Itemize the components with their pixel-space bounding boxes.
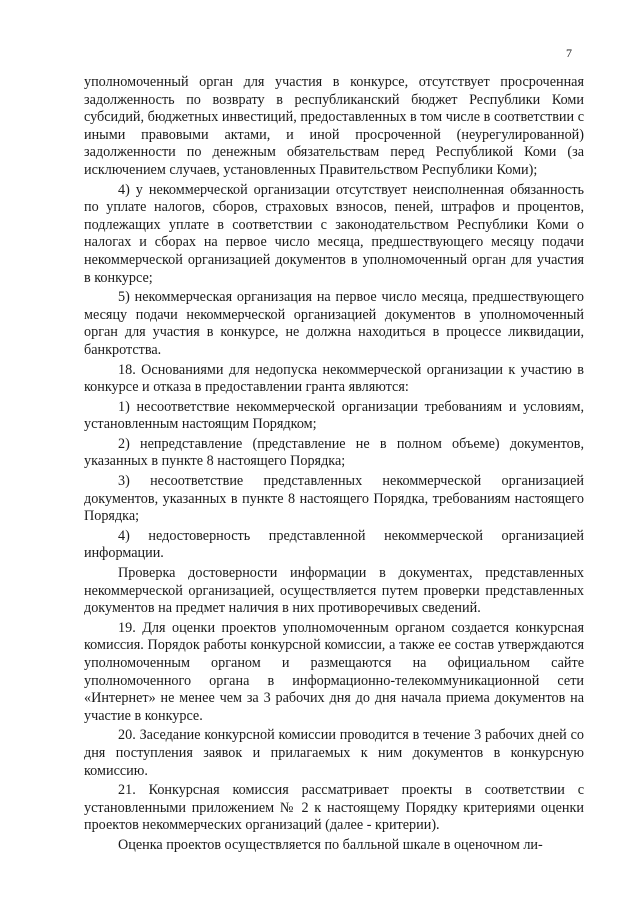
page-body <box>84 74 584 857</box>
paragraph-section-21: 21. Конкурсная комиссия рассматривает проекты в соответствии с установленными приложением № 2 к настоящему Порядку критериями оценки проектов некоммерческих организаций (далее - критерии). <box>84 782 584 834</box>
paragraph-18-item-4: 4) недостоверность представленной некоммерческой организацией информации. <box>84 527 584 562</box>
page-number: 7 <box>566 46 572 60</box>
paragraph-item-4: 4) у некоммерческой организации отсутствует неисполненная обязанность по уплате налогов, сборов, страховых взносов, пеней, штрафов и процентов, подлежащих уплате в соответствии с законодательством Республики Коми о налогах и сборах на первое число месяца, предшествующего месяцу подачи некоммерческой организацией документов в уполномоченный орган для участия в конкурсе; <box>84 181 584 286</box>
paragraph-verification: Проверка достоверности информации в документах, представленных некоммерческой организацией, осуществляется путем проверки представленных документов на предмет наличия в них противоречивых сведений. <box>84 565 584 617</box>
paragraph-18-item-2: 2) непредставление (представление не в полном объеме) документов, указанных в пункте 8 настоящего Порядка; <box>84 435 584 470</box>
paragraph-18-item-3: 3) несоответствие представленных некоммерческой организацией документов, указанных в пункте 8 настоящего Порядка, требованиям настоящего Порядка; <box>84 473 584 525</box>
paragraph-section-18: 18. Основаниями для недопуска некоммерческой организации к участию в конкурсе и отказа в предоставлении гранта являются: <box>84 361 584 396</box>
paragraph-18-item-1: 1) несоответствие некоммерческой организации требованиям и условиям, установленным настоящим Порядком; <box>84 398 584 433</box>
paragraph-section-20: 20. Заседание конкурсной комиссии проводится в течение 3 рабочих дней со дня поступления заявок и прилагаемых к ним документов в конкурсную комиссию. <box>84 727 584 779</box>
paragraph-section-19: 19. Для оценки проектов уполномоченным органом создается конкурсная комиссия. Порядок работы конкурсной комиссии, а также ее состав утверждаются уполномоченным органом и размещаются на официальном сайте уполномоченного органа в информационно-телекоммуникационной сети «Интернет» не менее чем за 3 рабочих дня до дня начала приема документов на участие в конкурсе. <box>84 619 584 724</box>
paragraph-evaluation: Оценка проектов осуществляется по балльной шкале в оценочном ли- <box>118 836 543 853</box>
paragraph-item-5: 5) некоммерческая организация на первое число месяца, предшествующего месяцу подачи некоммерческой организацией документов в уполномоченный орган для участия в конкурсе, не должна находиться в процессе ликвидации, банкротства. <box>84 289 584 358</box>
paragraph-continuation: уполномоченный орган для участия в конкурсе, отсутствует просроченная задолженность по возврату в республиканский бюджет Республики Коми субсидий, бюджетных инвестиций, предоставленных в том числе в соответствии с иными правовыми актами, и иной просроченной (неурегулированной) задолженности по денежным обязательствам перед Республикой Коми (за исключением случаев, установленных Правительством Республики Коми); <box>84 74 584 178</box>
